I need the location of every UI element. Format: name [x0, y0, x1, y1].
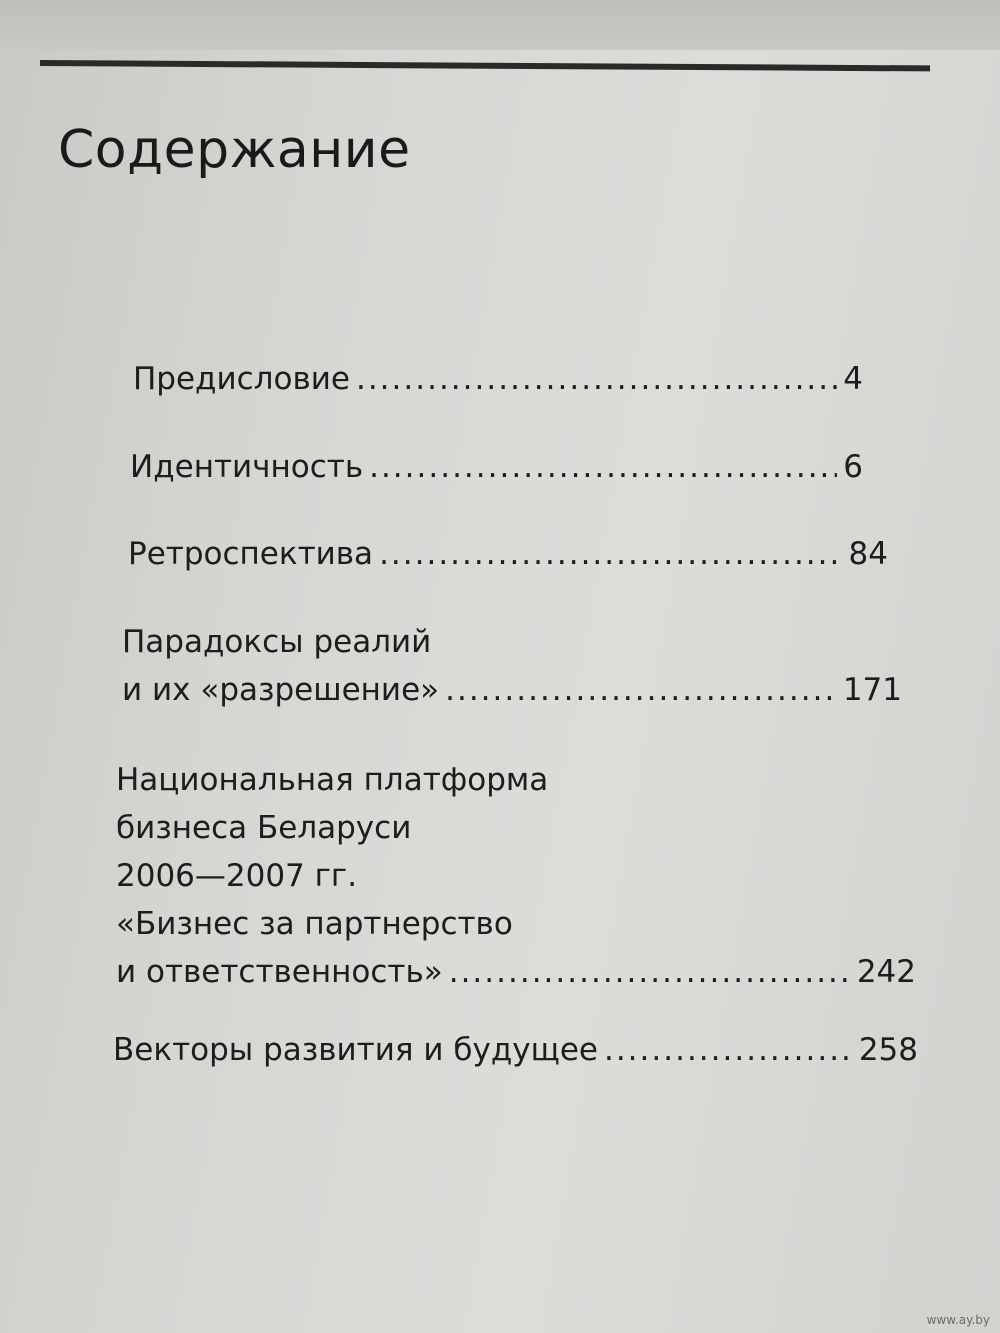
toc-entry-title-line: Парадоксы реалий	[122, 624, 432, 660]
toc-page-number: 4	[843, 361, 863, 397]
dot-leader	[445, 666, 837, 714]
toc-page-number: 84	[848, 536, 888, 572]
toc-entry-title: Векторы развития и будущее	[113, 1032, 598, 1068]
toc-entry-vectors	[113, 1026, 918, 1074]
toc-entry-preface	[133, 355, 863, 403]
toc-entry-paradoxes	[122, 618, 902, 714]
toc-entry-title: Ретроспектива	[128, 536, 374, 572]
toc-page-number: 258	[858, 1032, 918, 1068]
toc-entry-title-line: и ответственность»	[116, 954, 443, 990]
toc-entry-title: Идентичность	[130, 449, 364, 485]
toc-entry-title: Предисловие	[133, 361, 350, 397]
toc-entry-identity	[130, 443, 863, 491]
toc-entry-title-line: «Бизнес за партнерство	[116, 906, 513, 942]
dot-leader	[604, 1026, 853, 1074]
toc-page-number: 171	[842, 672, 902, 708]
page-title: Содержание	[58, 120, 411, 180]
toc-entry-title-line: и их «разрешение»	[122, 672, 440, 708]
dot-leader	[356, 355, 837, 403]
dot-leader	[369, 443, 837, 491]
watermark: www.ay.by	[926, 1313, 990, 1327]
toc-entry-national-platform	[116, 756, 916, 996]
dot-leader	[449, 948, 851, 996]
toc-page-number: 6	[843, 449, 863, 485]
toc-entry-title-line: 2006—2007 гг.	[116, 858, 358, 894]
toc-entry-title-line: бизнеса Беларуси	[116, 810, 412, 846]
toc-page-number: 242	[856, 954, 916, 990]
dot-leader	[379, 530, 842, 578]
toc-entry-retrospective	[128, 530, 888, 578]
toc-entry-title-line: Национальная платформа	[116, 762, 549, 798]
